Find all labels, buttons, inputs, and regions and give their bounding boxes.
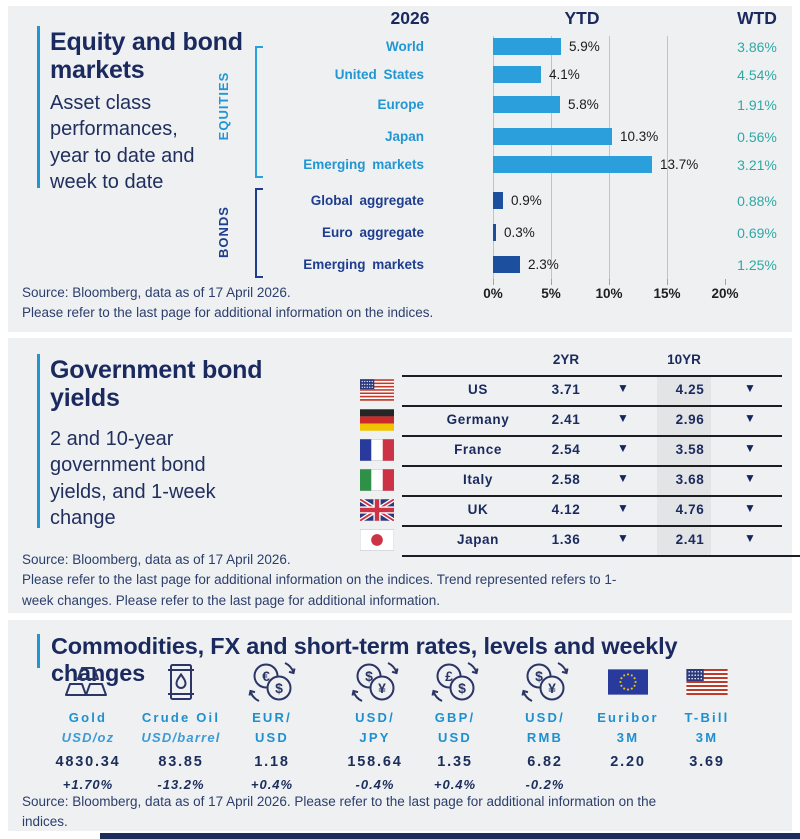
ytd-bar: [493, 224, 496, 241]
instrument-name-line2: JPY: [359, 729, 391, 745]
bond-yield-row: [358, 495, 784, 525]
axis-tick-label: 0%: [483, 286, 503, 301]
instrument-column: [212, 656, 332, 793]
axis-tick-label: 15%: [653, 286, 681, 301]
10yr-yield-value: 3.68: [675, 472, 705, 487]
category-label: United States: [334, 67, 424, 82]
ytd-value-label: 0.9%: [511, 193, 542, 208]
weekly-change: +0.4%: [433, 777, 477, 792]
section-title: Equity and bond markets: [50, 28, 243, 85]
wtd-value: 4.54%: [737, 67, 777, 83]
instrument-name: USD/: [525, 710, 565, 725]
column-header-10yr: 10YR: [667, 352, 701, 367]
10yr-yield-value: 2.41: [675, 532, 705, 547]
svg-text:¥: ¥: [378, 680, 386, 696]
10yr-trend-down-icon: ▼: [744, 381, 756, 395]
ytd-bar: [493, 192, 503, 209]
2yr-yield-value: 1.36: [551, 532, 581, 547]
ytd-bar: [493, 66, 541, 83]
row-rule: [402, 405, 782, 407]
instrument-name: EUR/: [252, 710, 292, 725]
ytd-bar: [493, 96, 560, 113]
government-bond-yields-card: [8, 338, 792, 613]
ytd-value-label: 0.3%: [504, 225, 535, 240]
weekly-change: -0.4%: [355, 777, 395, 792]
ytd-bar: [493, 256, 520, 273]
instrument-name-line2: 3M: [616, 729, 640, 745]
section-title: Commodities, FX and short-term rates, levels and weekly changes: [51, 633, 678, 686]
axis-tick: [551, 279, 552, 285]
category-label: Euro aggregate: [321, 225, 424, 240]
category-label: Global aggregate: [310, 193, 424, 208]
de-flag-icon: [360, 409, 394, 431]
eur-usd-exchange-icon: [212, 656, 332, 708]
category-label: Japan: [384, 129, 424, 144]
chart-ytd-header: YTD: [564, 8, 600, 28]
source-line: Source: Bloomberg, data as of 17 April 2026.: [22, 552, 291, 567]
bond-yield-row: [358, 375, 784, 405]
bond-yields-table: [358, 352, 784, 560]
svg-text:$: $: [365, 668, 373, 684]
instrument-level: 4830.34: [55, 754, 121, 770]
instrument-level: 6.82: [527, 754, 563, 770]
svg-text:£: £: [445, 668, 453, 684]
section-title: Government bond yields: [50, 356, 263, 413]
10yr-yield-value: 4.25: [675, 382, 705, 397]
category-label: World: [386, 39, 424, 54]
chart-wtd-header: WTD: [737, 8, 777, 28]
instrument-name: USD/: [355, 710, 395, 725]
ytd-performance-bar-chart: [8, 36, 792, 316]
weekly-change: +0.4%: [250, 777, 294, 792]
instrument-unit: USD/oz: [61, 729, 115, 745]
jp-flag-icon: [360, 529, 394, 551]
2yr-trend-down-icon: ▼: [617, 381, 629, 395]
source-line: Please refer to the last page for additional information on the indices.: [22, 305, 434, 321]
instrument-level: 158.64: [347, 754, 403, 770]
weekly-change: +1.70%: [62, 777, 114, 792]
10yr-trend-down-icon: ▼: [744, 411, 756, 425]
country-name: Italy: [462, 472, 493, 487]
source-note: [22, 550, 616, 611]
axis-tick-label: 20%: [711, 286, 739, 301]
bond-yield-row: [358, 465, 784, 495]
source-line: Source: Bloomberg, data as of 17 April 2026.: [22, 285, 291, 300]
instrument-level: 83.85: [158, 754, 204, 770]
bond-yield-row: [358, 405, 784, 435]
ytd-value-label: 5.8%: [568, 97, 599, 112]
svg-text:$: $: [458, 680, 466, 696]
instrument-level: 2.20: [610, 754, 646, 770]
category-label: Emerging markets: [303, 157, 424, 172]
weekly-change: -0.2%: [525, 777, 565, 792]
svg-text:¥: ¥: [548, 680, 556, 696]
instrument-unit: USD/barrel: [141, 729, 221, 745]
2yr-trend-down-icon: ▼: [617, 411, 629, 425]
source-note: [22, 792, 656, 833]
10yr-trend-down-icon: ▼: [744, 471, 756, 485]
section-subtitle: Asset class performances, year to date and week to date: [50, 92, 195, 194]
row-rule: [402, 435, 782, 437]
instrument-name: Gold: [68, 710, 108, 725]
axis-tick: [667, 279, 668, 285]
bond-yield-row: [358, 435, 784, 465]
axis-tick: [493, 279, 494, 285]
10yr-trend-down-icon: ▼: [744, 531, 756, 545]
2yr-yield-value: 2.58: [551, 472, 581, 487]
source-line: Please refer to the last page for additional information on the indices. Trend represented refers to 1-: [22, 572, 617, 588]
instrument-name: Euribor: [597, 710, 659, 725]
instrument-name-line2: 3M: [695, 729, 719, 745]
2yr-trend-down-icon: ▼: [617, 501, 629, 515]
country-name: US: [468, 382, 488, 397]
weekly-change: -13.2%: [157, 777, 205, 792]
bonds-group-label: BONDS: [216, 206, 231, 258]
instrument-name: GBP/: [434, 710, 476, 725]
ytd-bar: [493, 156, 652, 173]
weekly-change: [647, 777, 767, 793]
chart-year-header: 2026: [390, 8, 430, 28]
uk-flag-icon: [360, 499, 394, 521]
ytd-value-label: 10.3%: [620, 129, 659, 144]
2yr-yield-value: 4.12: [551, 502, 581, 517]
accent-bar: [37, 354, 40, 528]
wtd-value: 1.91%: [737, 97, 777, 113]
instrument-name: T-Bill: [684, 710, 730, 725]
instrument-level: 1.18: [254, 754, 290, 770]
instrument-level: 1.35: [437, 754, 473, 770]
row-rule: [402, 465, 782, 467]
ytd-value-label: 5.9%: [569, 39, 600, 54]
fr-flag-icon: [360, 439, 394, 461]
10yr-yield-value: 2.96: [675, 412, 705, 427]
2yr-yield-value: 2.54: [551, 442, 581, 457]
us-flag-icon: [647, 656, 767, 708]
axis-tick-label: 5%: [541, 286, 561, 301]
instrument-level: 3.69: [689, 754, 725, 770]
instrument-column: [647, 656, 767, 793]
10yr-trend-down-icon: ▼: [744, 501, 756, 515]
footer-rule: [100, 833, 800, 839]
country-name: Japan: [456, 532, 500, 547]
ytd-value-label: 4.1%: [549, 67, 580, 82]
section-subtitle: 2 and 10-year government bond yields, and 1-week change: [50, 428, 216, 530]
10yr-trend-down-icon: ▼: [744, 441, 756, 455]
ytd-value-label: 13.7%: [660, 157, 699, 172]
source-line: Source: Bloomberg, data as of 17 April 2026. Please refer to the last page for additional information on the: [22, 794, 657, 809]
wtd-value: 0.56%: [737, 129, 777, 145]
2yr-yield-value: 3.71: [551, 382, 581, 397]
wtd-value: 3.86%: [737, 39, 777, 55]
row-rule: [402, 375, 782, 377]
axis-tick: [725, 279, 726, 285]
svg-text:$: $: [275, 680, 283, 696]
wtd-value: 0.88%: [737, 193, 777, 209]
equity-bond-markets-card: [8, 6, 792, 332]
2yr-trend-down-icon: ▼: [617, 441, 629, 455]
country-name: Germany: [446, 412, 510, 427]
commodities-fx-rates-card: [8, 620, 792, 831]
10yr-yield-value: 4.76: [675, 502, 705, 517]
axis-tick: [609, 279, 610, 285]
source-line: week changes. Please refer to the last page for additional information.: [22, 592, 440, 608]
ytd-bar: [493, 38, 561, 55]
row-rule: [402, 525, 782, 527]
wtd-value: 1.25%: [737, 257, 777, 273]
ytd-bar: [493, 128, 612, 145]
instrument-name: Crude Oil: [141, 710, 221, 725]
row-rule: [402, 495, 782, 497]
2yr-yield-value: 2.41: [551, 412, 581, 427]
2yr-trend-down-icon: ▼: [617, 531, 629, 545]
instrument-name-line2: RMB: [526, 729, 564, 745]
axis-tick-label: 10%: [595, 286, 623, 301]
bond-table-header: [358, 352, 784, 375]
source-note: [22, 283, 433, 324]
ytd-value-label: 2.3%: [528, 257, 559, 272]
svg-text:$: $: [535, 668, 543, 684]
wtd-value: 0.69%: [737, 225, 777, 241]
country-name: France: [454, 442, 502, 457]
wtd-value: 3.21%: [737, 157, 777, 173]
equities-group-label: EQUITIES: [216, 71, 231, 141]
country-name: UK: [467, 502, 489, 517]
column-header-2yr: 2YR: [552, 352, 580, 367]
category-label: Europe: [377, 97, 424, 112]
instrument-name-line2: USD: [437, 729, 473, 745]
us-flag-icon: [360, 379, 394, 401]
2yr-trend-down-icon: ▼: [617, 471, 629, 485]
it-flag-icon: [360, 469, 394, 491]
10yr-yield-value: 3.58: [675, 442, 705, 457]
source-line: indices.: [22, 814, 68, 830]
category-label: Emerging markets: [303, 257, 424, 272]
svg-text:€: €: [262, 668, 270, 684]
instrument-name-line2: USD: [254, 729, 290, 745]
bond-table-rows: [358, 375, 784, 555]
